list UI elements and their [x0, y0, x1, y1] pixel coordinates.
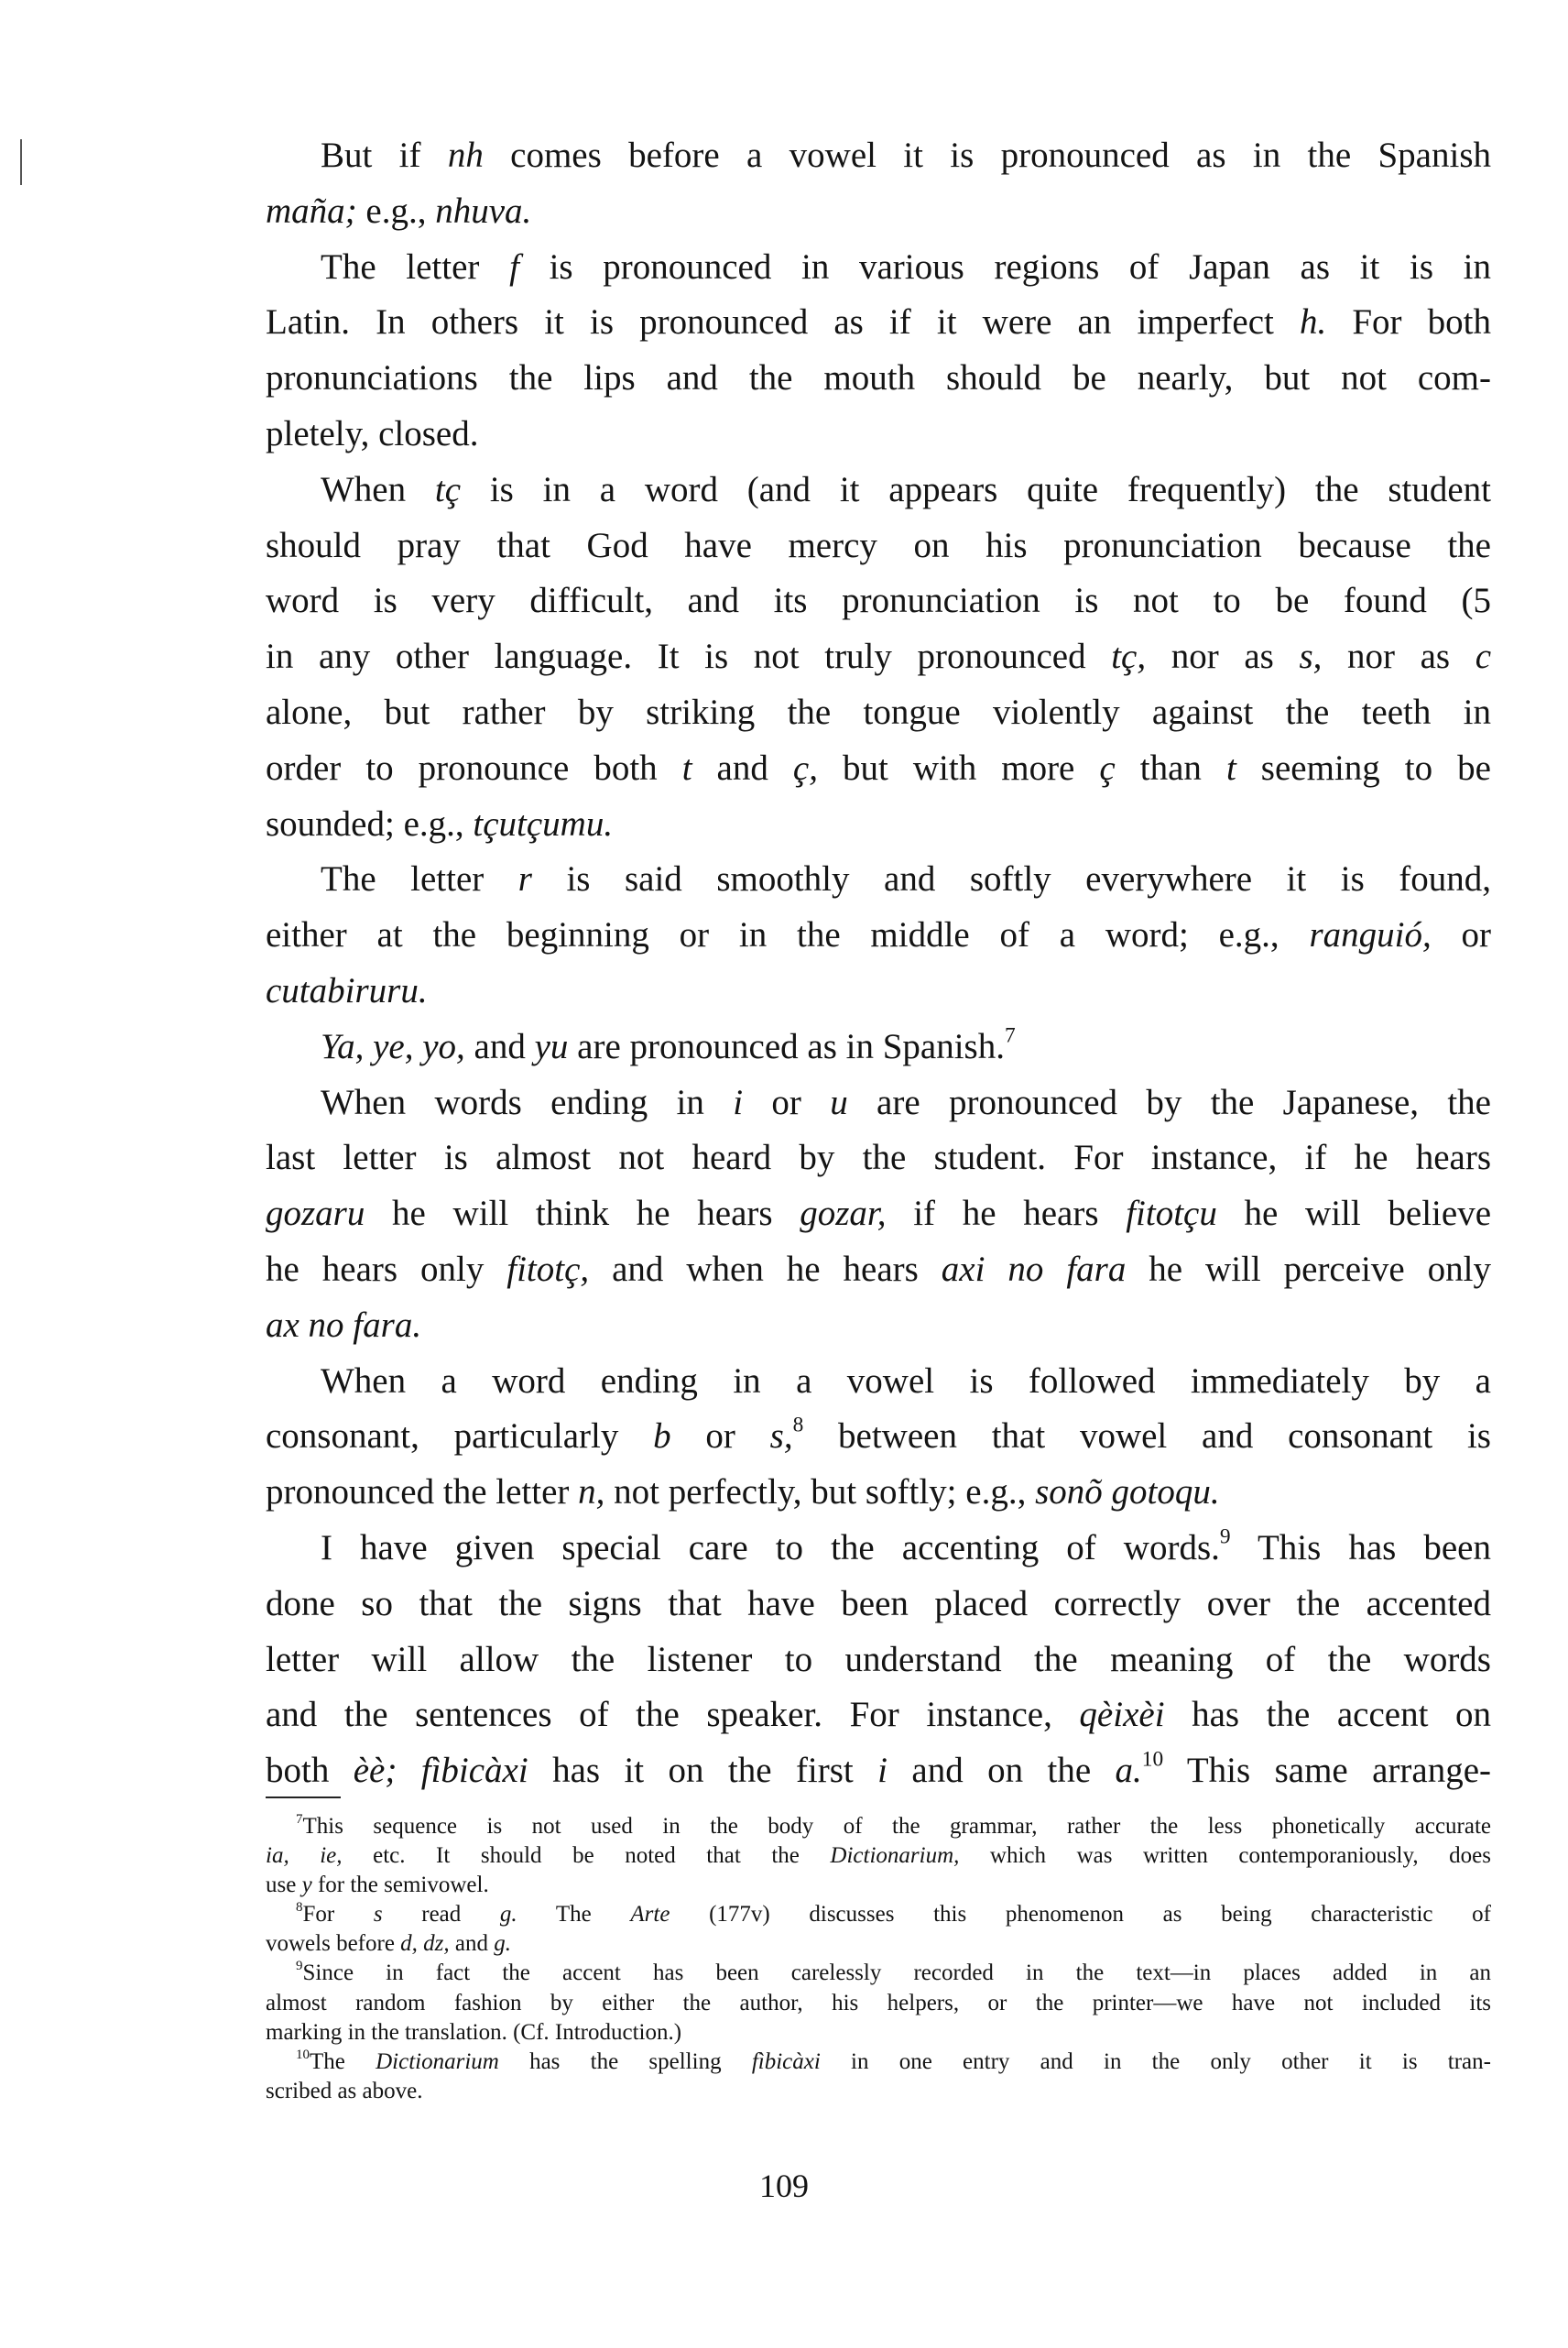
text-run: or — [670, 1416, 770, 1457]
text-run: for the semivowel. — [311, 1873, 489, 1898]
text-run: When — [321, 469, 435, 509]
text-line — [266, 1242, 1491, 1298]
text-run: he will perceive only — [1126, 1249, 1491, 1289]
italic-term: cutabiruru. — [266, 970, 428, 1010]
paragraph — [266, 852, 1491, 1019]
text-run: read — [382, 1902, 500, 1928]
footnotes — [266, 1812, 1491, 2106]
italic-term: axi no fara — [941, 1249, 1127, 1289]
text-run: has the accent on — [1164, 1695, 1491, 1735]
paragraph — [266, 463, 1491, 853]
text-run: between that vowel and consonant is — [803, 1416, 1491, 1457]
footnote — [266, 1812, 1491, 1900]
italic-term: nhuva. — [435, 191, 532, 231]
text-line — [266, 1989, 1491, 2018]
text-line — [266, 407, 1491, 463]
italic-term: i — [877, 1751, 888, 1791]
text-line — [266, 1354, 1491, 1410]
footnote-ref: 10 — [1141, 1747, 1164, 1772]
text-line — [266, 1929, 1491, 1959]
italic-term: b — [653, 1416, 671, 1457]
italic-term: Dictionarium — [376, 2048, 499, 2074]
italic-term: ranguió, — [1309, 915, 1432, 956]
text-line — [266, 1959, 1491, 1988]
footnote-ref: 7 — [1004, 1023, 1016, 1048]
body-text — [266, 128, 1491, 1799]
text-run: vowels before — [266, 1931, 401, 1957]
text-line — [266, 797, 1491, 853]
text-run: and — [464, 1026, 535, 1066]
text-run: nor as — [1146, 637, 1300, 677]
text-line — [266, 240, 1491, 296]
text-run: in any other language. It is not truly pronounced — [266, 637, 1112, 677]
text-run: But if — [321, 136, 448, 175]
italic-term: qèixèi — [1079, 1695, 1165, 1735]
text-line — [266, 964, 1491, 1020]
text-run: and on the — [887, 1751, 1116, 1791]
italic-term: s, — [769, 1416, 793, 1457]
text-run: Since in fact the accent has been carelessly recorded in the text—in places added in an — [302, 1960, 1491, 1986]
text-run: or — [1431, 915, 1491, 956]
text-run: letter will allow the listener to understand the meaning of the words — [266, 1639, 1491, 1679]
text-run: The letter — [321, 246, 510, 287]
text-run: not perfectly, but softly; e.g., — [604, 1472, 1036, 1513]
footnote-ref: 7 — [296, 1811, 303, 1827]
text-run: and when he hears — [589, 1249, 942, 1289]
text-run: almost random fashion by either the author, his helpers, or the printer—we have not included its — [266, 1990, 1491, 2015]
italic-term: g. — [494, 1931, 512, 1957]
italic-term: s — [373, 1902, 383, 1928]
text-line — [266, 1743, 1491, 1799]
text-line — [266, 1409, 1491, 1465]
text-run: pletely, closed. — [266, 413, 479, 453]
text-run: This has been — [1230, 1527, 1491, 1567]
italic-term: u — [830, 1082, 848, 1122]
text-run: should pray that God have mercy on his pronunciation because the — [266, 525, 1491, 565]
text-line — [266, 128, 1491, 184]
italic-term: g. — [499, 1902, 517, 1928]
text-run: both — [266, 1751, 354, 1791]
italic-term: Ya, ye, yo, — [321, 1026, 465, 1066]
text-run: order to pronounce both — [266, 748, 682, 788]
text-line — [266, 1465, 1491, 1521]
text-line — [266, 1633, 1491, 1688]
footnote — [266, 1900, 1491, 1959]
text-run: consonant, particularly — [266, 1416, 654, 1457]
italic-term: ç — [1099, 748, 1116, 788]
text-line — [266, 852, 1491, 908]
italic-term: fitotç, — [506, 1249, 590, 1289]
text-line — [266, 1130, 1491, 1186]
text-run: For — [302, 1902, 374, 1928]
text-line — [266, 1020, 1491, 1076]
text-line — [266, 1186, 1491, 1242]
text-line — [266, 573, 1491, 629]
text-run: nor as — [1322, 637, 1475, 677]
text-line — [266, 741, 1491, 797]
text-run: which was written contemporaniously, does — [959, 1843, 1491, 1869]
text-run: use — [266, 1873, 302, 1898]
text-line — [266, 2077, 1491, 2106]
italic-term: gozaru — [266, 1194, 365, 1234]
text-run: is in a word (and it appears quite frequently) the student — [461, 469, 1491, 509]
text-run: marking in the translation. (Cf. Introduction.) — [266, 2019, 682, 2045]
text-line — [266, 1076, 1491, 1131]
text-run: I have given special care to the accenting of words. — [321, 1527, 1220, 1567]
text-run: last letter is almost not heard by the student. For instance, if he hears — [266, 1138, 1491, 1178]
text-run: The letter — [321, 859, 518, 900]
italic-term: y — [301, 1873, 312, 1898]
paragraph — [266, 1521, 1491, 1799]
text-run: has the spelling — [498, 2048, 752, 2074]
text-run: etc. It should be noted that the — [342, 1843, 831, 1869]
italic-term: t — [1225, 748, 1236, 788]
text-run: are pronounced by the Japanese, the — [847, 1082, 1491, 1122]
text-line — [266, 2048, 1491, 2077]
italic-term: tçutçumu. — [473, 803, 614, 844]
text-run: are pronounced as in Spanish. — [568, 1026, 1005, 1066]
italic-term: h. — [1300, 302, 1327, 343]
italic-term: sonõ gotoqu. — [1035, 1472, 1220, 1513]
text-line — [266, 629, 1491, 685]
footnote — [266, 2048, 1491, 2106]
italic-term: t — [681, 748, 692, 788]
text-line — [266, 1871, 1491, 1900]
text-run: seeming to be — [1236, 748, 1491, 788]
text-run: in one entry and in the only other it is tran- — [820, 2048, 1491, 2074]
text-run: and — [691, 748, 793, 788]
text-run: scribed as above. — [266, 2078, 423, 2103]
paragraph — [266, 128, 1491, 240]
text-run: either at the beginning or in the middle of a word; e.g., — [266, 915, 1310, 956]
italic-term: tç — [434, 469, 462, 509]
italic-term: tç, — [1111, 637, 1147, 677]
footnote-ref: 10 — [296, 2047, 310, 2062]
paragraph — [266, 1354, 1491, 1521]
paragraph — [266, 240, 1491, 463]
text-line — [266, 1687, 1491, 1743]
text-line — [266, 295, 1491, 351]
italic-term: ax no fara. — [266, 1305, 422, 1345]
italic-term: d, dz, — [400, 1931, 450, 1957]
text-run: he hears only — [266, 1249, 507, 1289]
footnote-rule — [266, 1796, 341, 1798]
footnote-ref: 8 — [296, 1900, 303, 1916]
text-run: done so that the signs that have been placed correctly over the accented — [266, 1583, 1491, 1623]
text-run: pronounced the letter — [266, 1472, 579, 1513]
text-run: This same arrange- — [1163, 1751, 1491, 1791]
text-run: is pronounced in various regions of Japan as it is in — [518, 246, 1491, 287]
italic-term: Dictionarium, — [830, 1843, 960, 1869]
text-line — [266, 908, 1491, 964]
italic-term: fitotçu — [1126, 1194, 1217, 1234]
text-run: For both — [1326, 302, 1491, 343]
text-run: he will think he hears — [365, 1194, 800, 1234]
footnote-ref: 8 — [792, 1413, 804, 1437]
page-number: 109 — [759, 2168, 809, 2204]
text-line — [266, 1298, 1491, 1354]
italic-term: fìbicàxi — [751, 2048, 821, 2074]
text-line — [266, 351, 1491, 407]
paragraph — [266, 1076, 1491, 1354]
italic-term: n, — [578, 1472, 605, 1513]
text-run: has it on the first — [528, 1751, 878, 1791]
text-line — [266, 1812, 1491, 1841]
text-run: Latin. In others it is pronounced as if it were an imperfect — [266, 302, 1300, 343]
text-run: but with more — [817, 748, 1100, 788]
italic-term: i — [733, 1082, 744, 1122]
text-run: than — [1115, 748, 1226, 788]
text-run: and the sentences of the speaker. For instance, — [266, 1695, 1080, 1735]
italic-term: ia, ie, — [266, 1843, 343, 1869]
italic-term: nh — [447, 136, 484, 175]
italic-term: c — [1475, 637, 1491, 677]
text-run: sounded; e.g., — [266, 803, 474, 844]
text-line — [266, 519, 1491, 574]
italic-term: yu — [534, 1026, 569, 1066]
text-line — [266, 1900, 1491, 1929]
text-run: The — [517, 1902, 631, 1928]
italic-term: f — [509, 246, 519, 287]
paragraph — [266, 1020, 1491, 1076]
text-line — [266, 463, 1491, 519]
footnote — [266, 1959, 1491, 2047]
text-line — [266, 1577, 1491, 1633]
footnote-ref: 9 — [1219, 1524, 1231, 1549]
italic-term: a. — [1115, 1751, 1142, 1791]
text-run: When a word ending in a vowel is followed immediately by a — [321, 1360, 1491, 1401]
italic-term: s, — [1299, 637, 1323, 677]
text-run: The — [310, 2048, 376, 2074]
text-line — [266, 184, 1491, 240]
text-line — [266, 1841, 1491, 1871]
text-run: This sequence is not used in the body of the grammar, rather the less phonetically accurate — [302, 1814, 1491, 1839]
text-run: and — [449, 1931, 495, 1957]
text-run: alone, but rather by striking the tongue violently against the teeth in — [266, 692, 1491, 732]
text-line — [266, 685, 1491, 741]
text-run: comes before a vowel it is pronounced as in the Spanish — [483, 136, 1492, 175]
italic-term: èè; fìbicàxi — [353, 1751, 528, 1791]
text-run: e.g., — [356, 191, 436, 231]
text-run: is said smoothly and softly everywhere it is found, — [531, 859, 1491, 900]
footnote-ref: 9 — [296, 1959, 303, 1974]
text-run: (177v) discusses this phenomenon as being characteristic of — [670, 1902, 1491, 1928]
italic-term: gozar, — [800, 1194, 887, 1234]
margin-mark — [20, 139, 22, 185]
text-run: word is very difficult, and its pronunciation is not to be found (5 — [266, 581, 1491, 621]
text-line — [266, 1521, 1491, 1577]
italic-term: Arte — [630, 1902, 670, 1928]
text-run: pronunciations the lips and the mouth should be nearly, but not com- — [266, 358, 1491, 399]
text-run: or — [743, 1082, 831, 1122]
italic-term: r — [517, 859, 532, 900]
italic-term: ç, — [792, 748, 818, 788]
text-run: When words ending in — [321, 1082, 734, 1122]
text-line — [266, 2018, 1491, 2048]
italic-term: maña; — [266, 191, 357, 231]
text-run: if he hears — [886, 1194, 1127, 1234]
text-run: he will believe — [1216, 1194, 1492, 1234]
